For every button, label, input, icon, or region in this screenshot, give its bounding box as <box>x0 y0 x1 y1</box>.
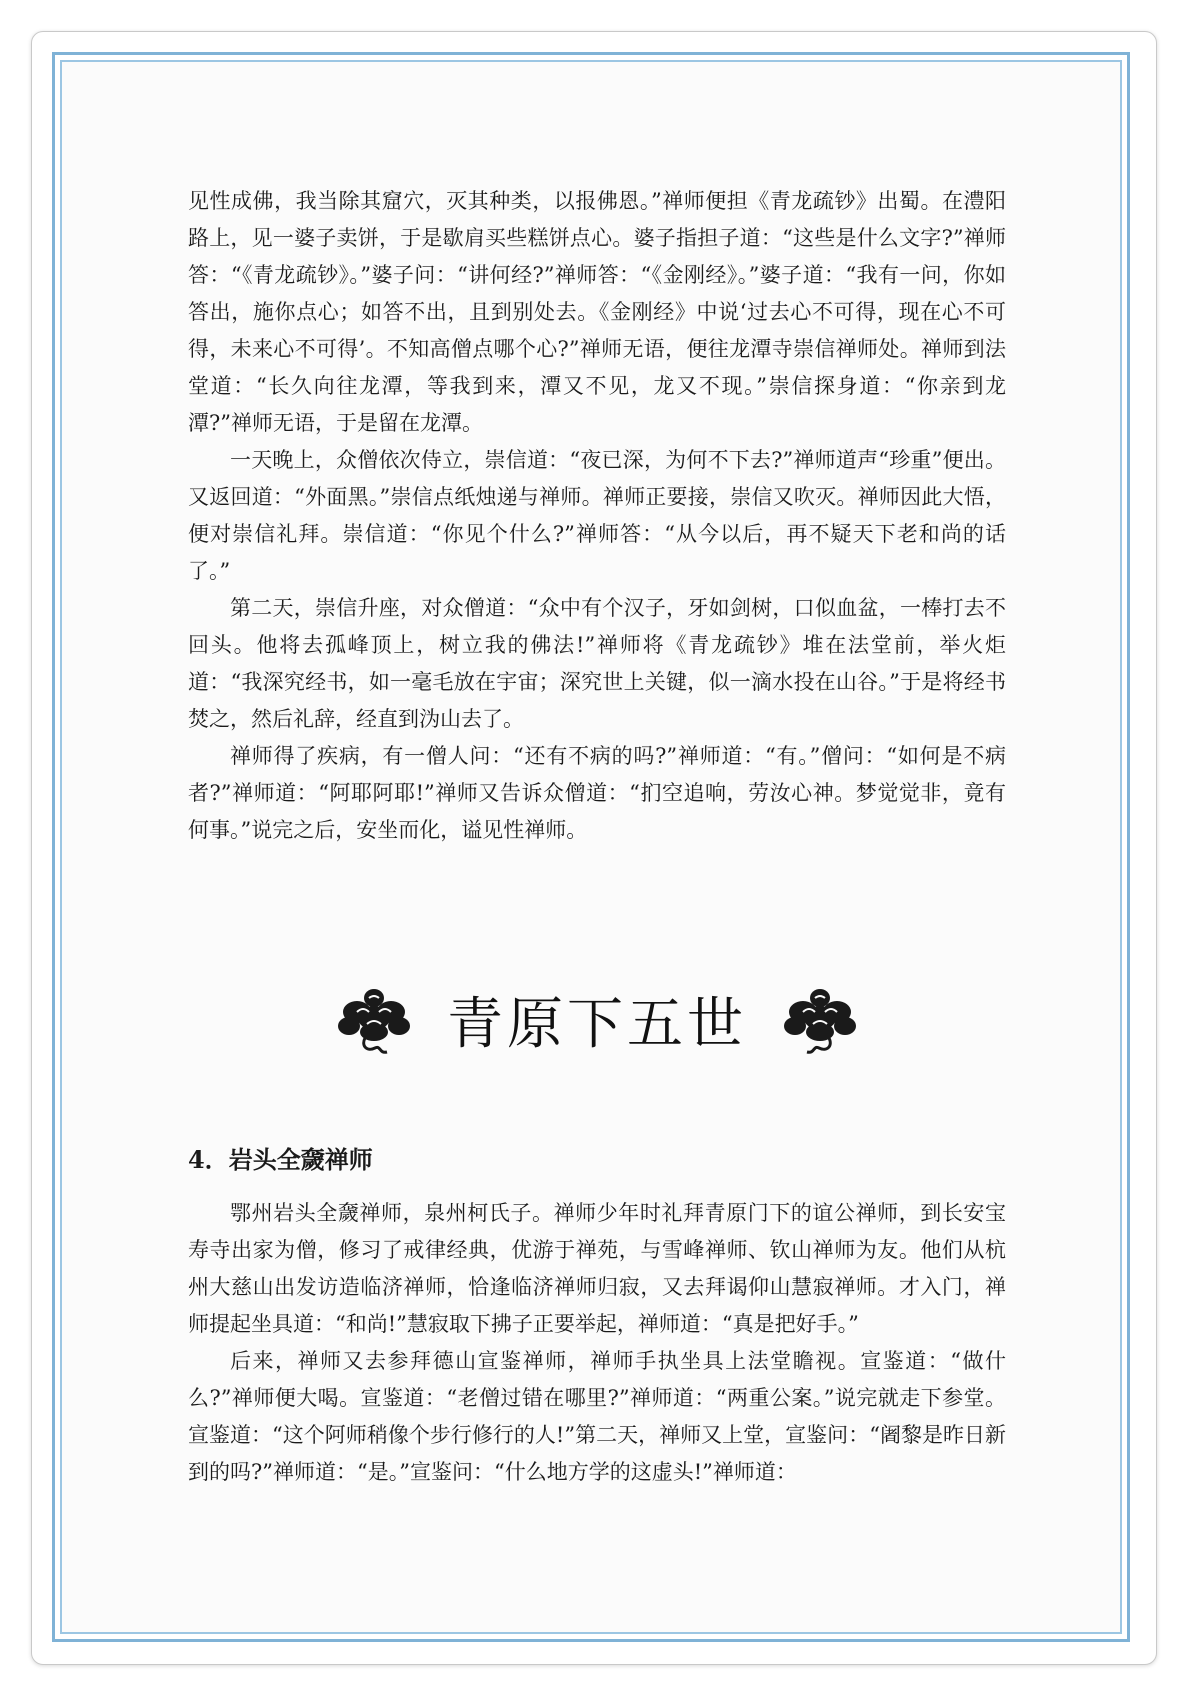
body-text-top <box>188 183 1006 849</box>
chapter-subheading: 4．岩头全奯禅师 <box>188 1145 373 1174</box>
paragraph-5: 鄂州岩头全奯禅师，泉州柯氏子。禅师少年时礼拜青原门下的谊公禅师，到长安宝寿寺出家为僧，修习了戒律经典，优游于禅苑，与雪峰禅师、钦山禅师为友。他们从杭州大慈山出发访造临济禅师，恰逢临济禅师归寂，又去拜谒仰山慧寂禅师。才入门，禅师提起坐具道：“和尚!”慧寂取下拂子正要举起，禅师道：“真是把好手。” <box>188 1201 1006 1336</box>
section-heading-row <box>188 975 1006 1065</box>
body-text-bottom <box>188 1195 1006 1491</box>
cloud-ornament-right-icon <box>781 984 859 1056</box>
paragraph-6: 后来，禅师又去参拜德山宣鉴禅师，禅师手执坐具上法堂瞻视。宣鉴道：“做什么?”禅师便大喝。宣鉴道：“老僧过错在哪里?”禅师道：“两重公案。”说完就走下参堂。宣鉴道：“这个阿师稍像个步行修行的人!”第二天，禅师又上堂，宣鉴问：“阇黎是昨日新到的吗?”禅师道：“是。”宣鉴问：“什么地方学的这虚头!”禅师道： <box>188 1349 1006 1484</box>
paragraph-2: 一天晚上，众僧依次侍立，崇信道：“夜已深，为何不下去?”禅师道声“珍重”便出。又返回道：“外面黑。”崇信点纸烛递与禅师。禅师正要接，崇信又吹灭。禅师因此大悟，便对崇信礼拜。崇信道：“你见个什么?”禅师答：“从今以后，再不疑天下老和尚的话了。” <box>188 448 1006 583</box>
section-heading: 青原下五世 <box>447 992 747 1057</box>
paragraph-4: 禅师得了疾病，有一僧人问：“还有不病的吗?”禅师道：“有。”僧问：“如何是不病者?”禅师道：“阿耶阿耶!”禅师又告诉众僧道：“扪空追响，劳汝心神。梦觉觉非，竟有何事。”说完之后，安坐而化，谥见性禅师。 <box>188 744 1006 842</box>
paragraph-3: 第二天，崇信升座，对众僧道：“众中有个汉子，牙如剑树，口似血盆，一棒打去不回头。他将去孤峰顶上，树立我的佛法!”禅师将《青龙疏钞》堆在法堂前，举火炬道：“我深究经书，如一毫毛放在宇宙；深究世上关键，似一滴水投在山谷。”于是将经书焚之，然后礼辞，经直到沩山去了。 <box>188 596 1006 731</box>
paragraph-1: 见性成佛，我当除其窟穴，灭其种类，以报佛恩。”禅师便担《青龙疏钞》出蜀。在澧阳路上，见一婆子卖饼，于是歇肩买些糕饼点心。婆子指担子道：“这些是什么文字?”禅师答：“《青龙疏钞》。”婆子问：“讲何经?”禅师答：“《金刚经》。”婆子道：“我有一问，你如答出，施你点心；如答不出，且到别处去。《金刚经》中说‘过去心不可得，现在心不可得，未来心不可得’。不知高僧点哪个心?”禅师无语，便往龙潭寺崇信禅师处。禅师到法堂道：“长久向往龙潭，等我到来，潭又不见，龙又不现。”崇信探身道：“你亲到龙潭?”禅师无语，于是留在龙潭。 <box>188 189 1007 435</box>
cloud-ornament-left-icon <box>335 984 413 1056</box>
